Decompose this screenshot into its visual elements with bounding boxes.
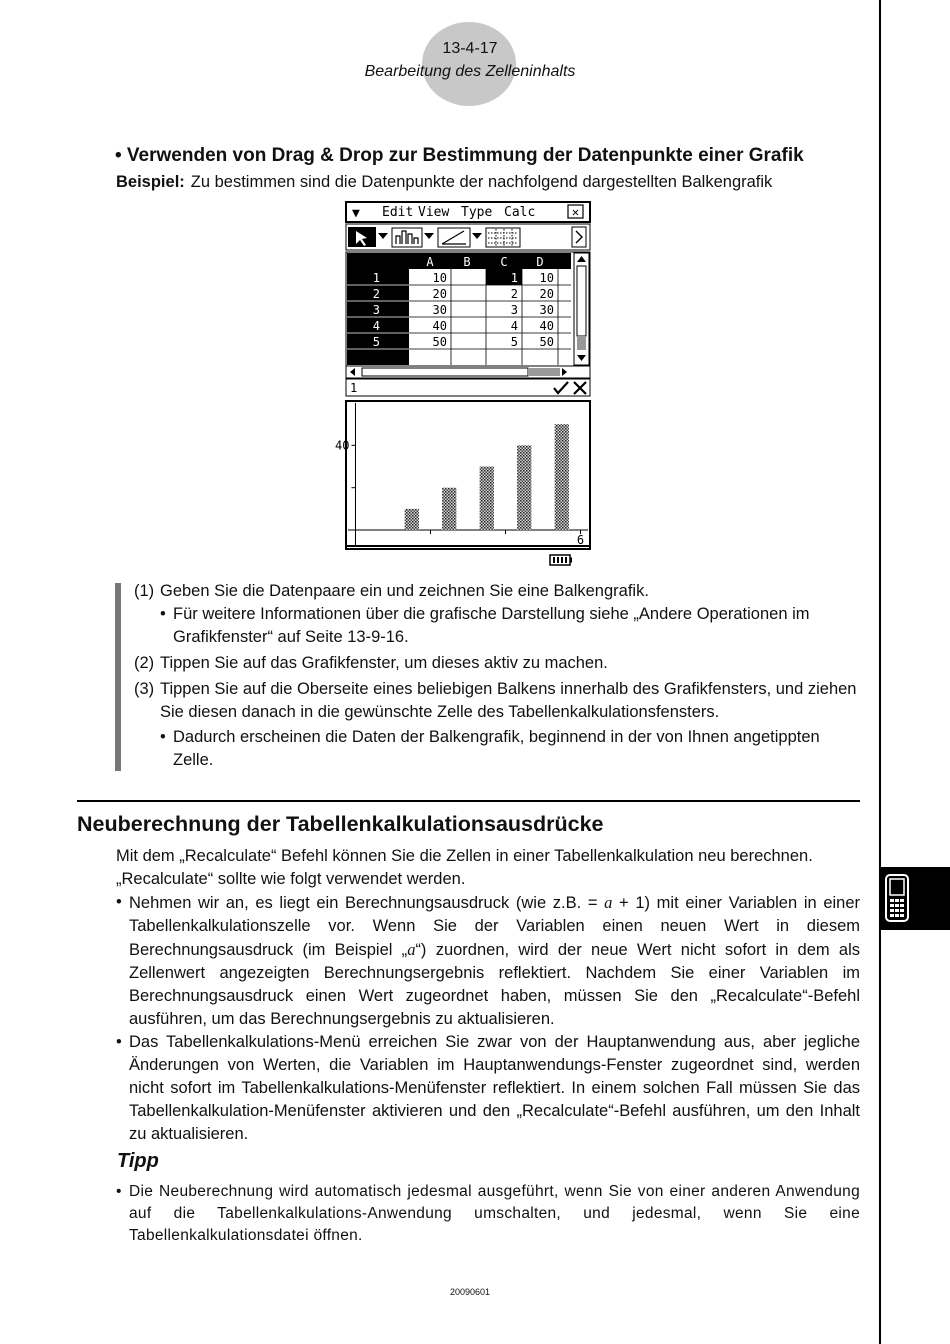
bar (517, 445, 531, 530)
cell-a: 40 (432, 319, 447, 333)
menu-item-view: View (418, 205, 450, 220)
procedure-steps (134, 580, 864, 772)
cell-a: 30 (432, 303, 447, 317)
step-number: (3) (134, 680, 155, 698)
header-section-title: Bearbeitung des Zelleninhalts (364, 63, 576, 80)
section-heading: • Verwenden von Drag & Drop zur Bestimmung der Datenpunkte einer Grafik (115, 145, 804, 166)
bar (442, 488, 456, 530)
cell-d: 20 (539, 287, 554, 301)
page-number: 13-4-17 (442, 40, 498, 57)
tip-text: Die Neuberechnung wird automatisch jedesmal ausgeführt, wenn Sie von einer anderen Anwendung auf die Tabellenkalkulations-Anwendung umschalten, und jedesmal, wenn Sie eine Tabellenkalkulationsdatei öffnen. (129, 1183, 860, 1244)
row-number: 3 (372, 303, 380, 317)
bullet-glyph: • (116, 1033, 122, 1051)
step-text: Tippen Sie auf das Grafikfenster, um dieses aktiv zu machen. (160, 654, 608, 672)
calculator-icon (883, 873, 911, 923)
entry-line (346, 379, 590, 396)
footer-code: 20090601 (449, 1287, 491, 1297)
recalc-heading: Neuberechnung der Tabellenkalkulationsausdrücke (77, 812, 604, 836)
variable-a: a (407, 940, 416, 959)
bullet-glyph: • (160, 728, 166, 746)
step-number: (1) (134, 582, 155, 600)
note-text: Dadurch erscheinen die Daten der Balkengrafik, beginnend in der von Ihnen angetippten Zelle. (173, 728, 820, 769)
bullet-glyph: • (160, 605, 166, 623)
step-3 (134, 678, 864, 724)
row-number: 2 (372, 287, 380, 301)
y-tick-label: 40 (335, 438, 350, 453)
menu-glyph: ▼ (352, 206, 360, 221)
variable-a: a (604, 893, 613, 912)
step-1-note (134, 603, 864, 649)
recalc-bullet-2 (116, 1031, 860, 1146)
menu-item-calc: Calc (504, 205, 536, 220)
cell-c: 2 (510, 287, 518, 301)
chapter-tab (881, 867, 950, 930)
row-number: 5 (372, 335, 380, 349)
recalc-body (116, 845, 860, 1146)
column-header-d: D (536, 255, 544, 269)
bullet-text: Nehmen wir an, es liegt ein Berechnungsausdruck (wie z.B. = a + 1) mit einer Variablen in einer Tabellenkalkulationszelle vor. Wenn Sie der Variablen einen neuen Wert in diesem Berechnungsausdruck (im Beispiel „a“) zuordnen, wird der neue Wert nicht sofort in dem als Zellenwert angezeigten Berechnungsergebnis reflektiert. Nachdem Sie einer Variablen im Berechnungsausdruck einen Wert zugeordnet haben, müssen Sie den „Recalculate“-Befehl ausführen, um das Berechnungsergebnis zu aktualisieren. (129, 893, 861, 1028)
cell-d: 50 (539, 335, 554, 349)
recalc-bullet-1 (116, 891, 860, 1031)
cell-c: 5 (510, 335, 518, 349)
bar (555, 424, 569, 530)
cell-a: 10 (432, 271, 447, 285)
menu-item-edit: Edit (382, 205, 414, 220)
cell-d: 40 (539, 319, 554, 333)
cell-a: 20 (432, 287, 447, 301)
battery-icon (549, 554, 573, 566)
close-icon: ✕ (571, 205, 580, 219)
example-line (116, 173, 772, 192)
step-2 (134, 652, 864, 675)
x-tick-label: 6 (576, 533, 585, 548)
row-number: 1 (372, 271, 380, 285)
bar (480, 467, 494, 531)
note-text: Für weitere Informationen über die grafische Darstellung siehe „Andere Operationen im Grafikfenster“ auf Seite 13-9-16. (173, 605, 810, 646)
step-text: Geben Sie die Datenpaare ein und zeichnen Sie eine Balkengrafik. (160, 582, 649, 600)
column-header-b: B (463, 255, 471, 269)
step-number: (2) (134, 654, 155, 672)
cell-c: 4 (510, 319, 518, 333)
example-label: Beispiel: (116, 173, 185, 191)
bar (405, 509, 419, 530)
cell-c: 1 (510, 271, 518, 285)
cell-d: 10 (539, 271, 554, 285)
example-text: Zu bestimmen sind die Datenpunkte der nachfolgend dargestellten Balkengrafik (190, 173, 773, 191)
steps-marker-bar (115, 583, 121, 771)
cell-d: 30 (539, 303, 554, 317)
graph-window (346, 401, 590, 549)
step-3-note (134, 726, 864, 772)
row-number: 4 (372, 319, 380, 333)
bullet-glyph: • (116, 893, 122, 911)
tip-heading: Tipp (117, 1150, 159, 1172)
step-1 (134, 580, 864, 603)
cell-a: 50 (432, 335, 447, 349)
calculator-screenshot (335, 200, 590, 552)
right-margin-rule (879, 0, 881, 1344)
cell-c: 3 (510, 303, 518, 317)
section-divider (77, 800, 860, 802)
menu-item-type: Type (461, 205, 493, 220)
entry-value: 1 (350, 381, 358, 395)
tip-body (116, 1181, 860, 1247)
recalc-intro: Mit dem „Recalculate“ Befehl können Sie die Zellen in einer Tabellenkalkulation neu berechnen. „Recalculate“ sollte wie folgt verwendet werden. (116, 847, 813, 888)
bullet-text: Das Tabellenkalkulations-Menü erreichen Sie zwar von der Hauptanwendung aus, aber jegliche Änderungen von Werten, die Variablen im Hauptanwendungs-Fenster zugeordnet sind, werden nicht sofort im Tabellenkalkulations-Menüfenster reflektiert. In einem solchen Fall müssen Sie das Tabellenkalkulation-Menüfenster aktivieren und den „Recalculate“-Befehl ausführen, um den Inhalt zu aktualisieren. (129, 1033, 860, 1143)
bullet-glyph: • (116, 1183, 122, 1200)
column-header-a: A (426, 255, 434, 269)
step-text: Tippen Sie auf die Oberseite eines beliebigen Balkens innerhalb des Grafikfensters, und ziehen Sie diesen danach in die gewünschte Zelle des Tabellenkalkulationsfensters. (160, 680, 857, 721)
column-header-c: C (500, 255, 508, 269)
